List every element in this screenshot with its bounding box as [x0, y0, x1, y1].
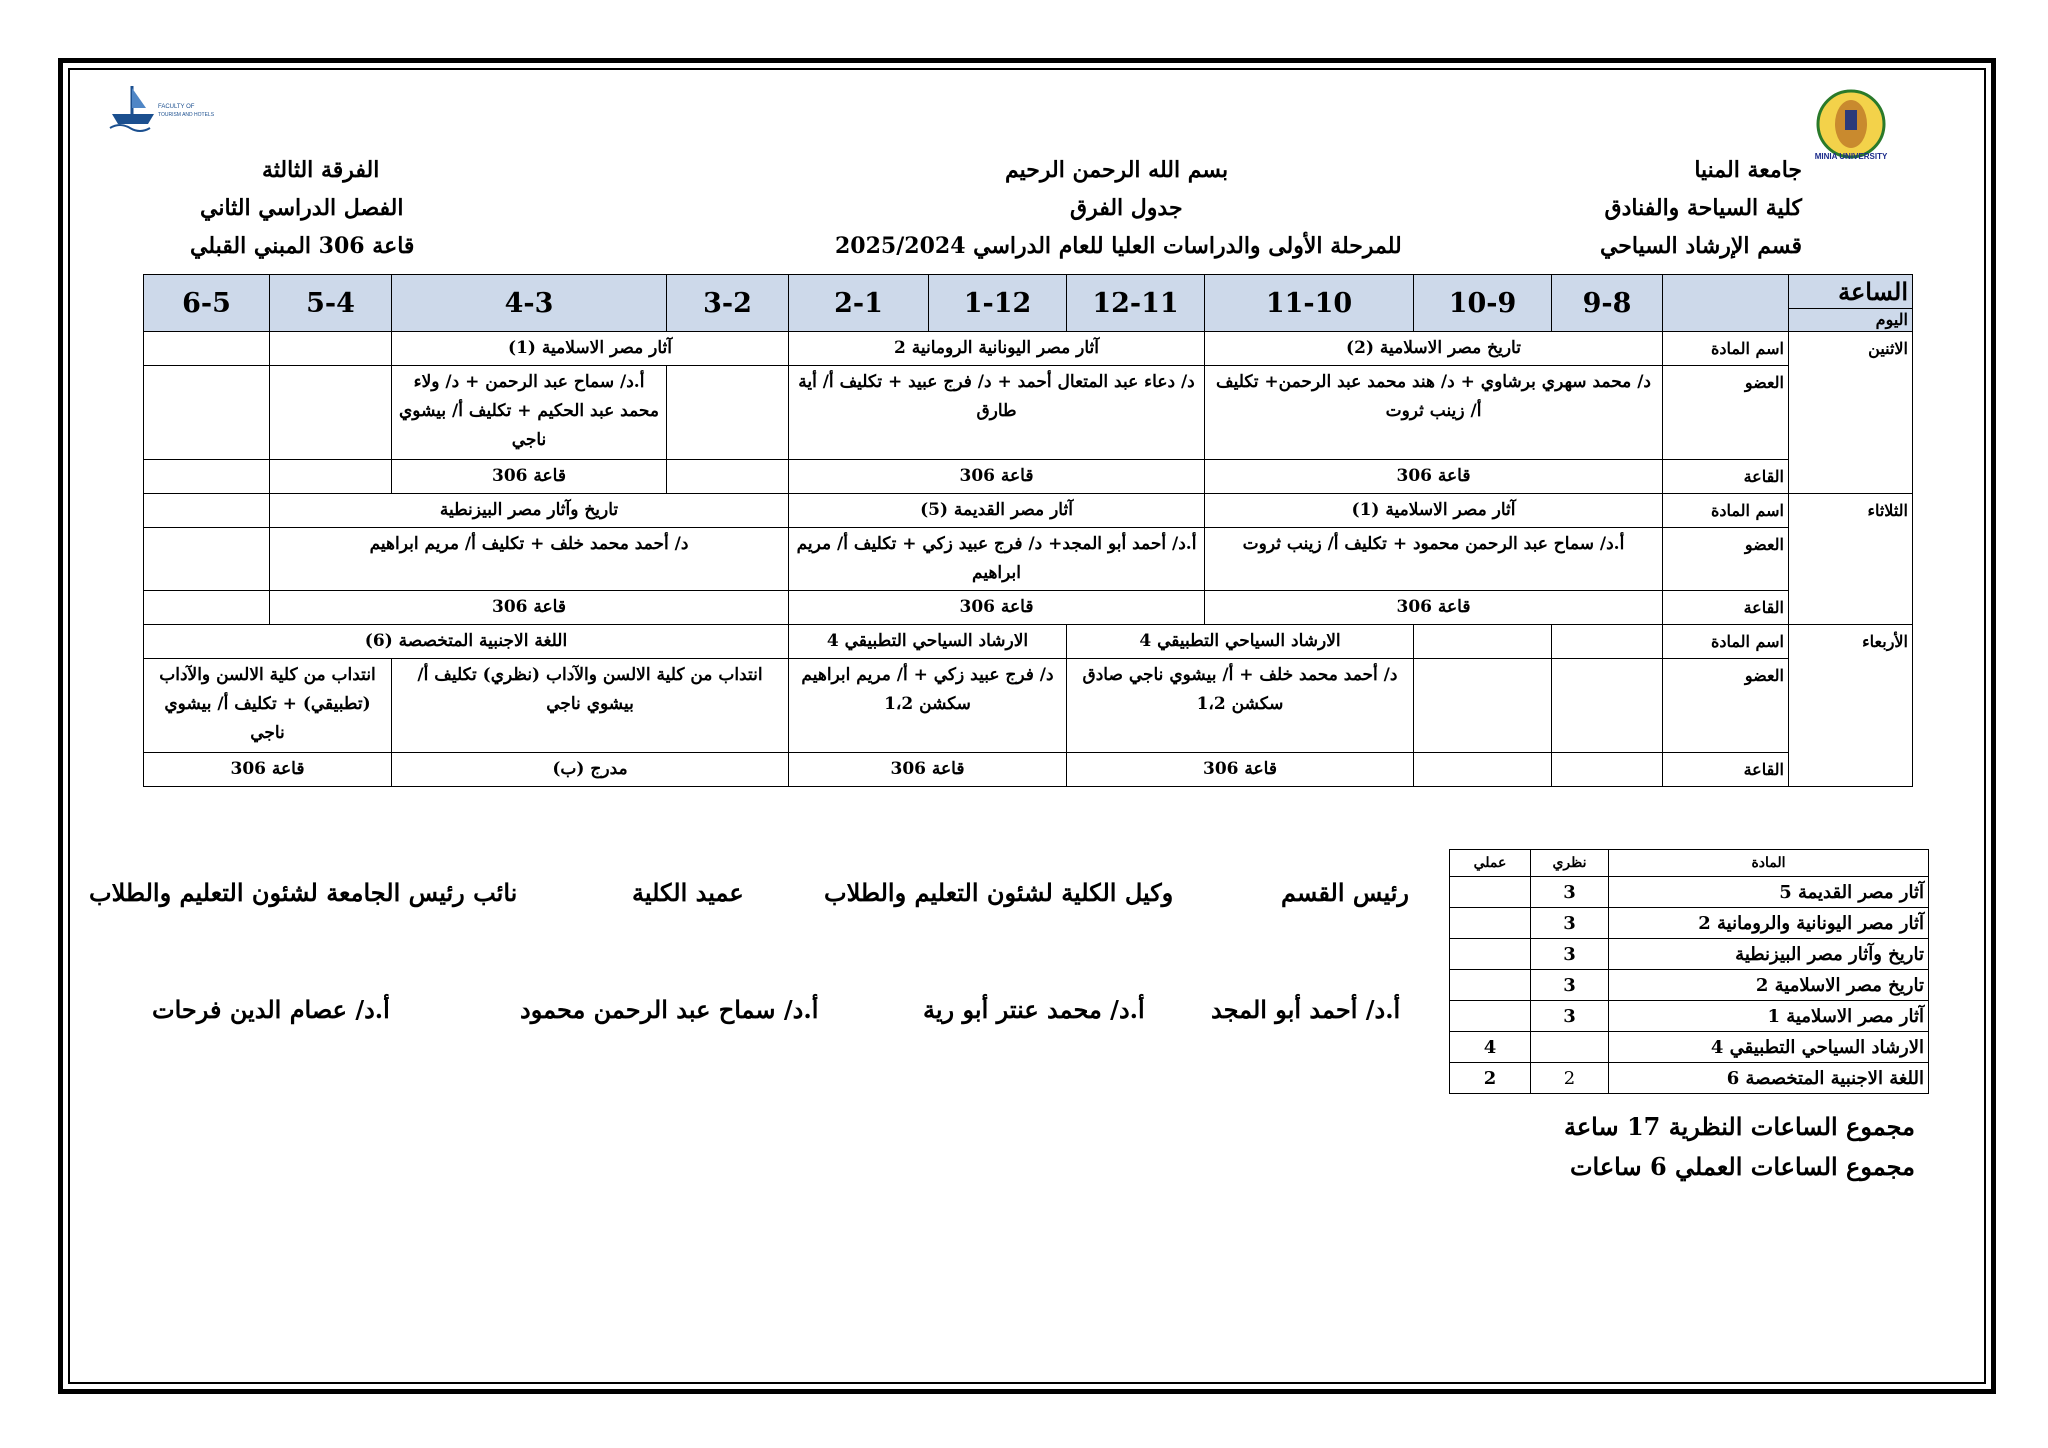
slot-header: 5-4: [270, 275, 392, 332]
day-tuesday: الثلاثاء: [1789, 494, 1913, 625]
hall-cell: قاعة 306: [789, 591, 1205, 625]
svg-text:TOURISM AND HOTELS: TOURISM AND HOTELS: [158, 112, 215, 118]
empty-cell: [144, 591, 270, 625]
tuesday-hall-row: [144, 591, 1913, 625]
member-cell: أ.د/ سماح عبد الرحمن محمود + تكليف أ/ زينب ثروت: [1205, 528, 1663, 591]
member-cell: انتداب من كلية الالسن والآداب (نظري) تكليف أ/ بيشوي ناجي: [392, 659, 789, 753]
empty-cell: [1414, 625, 1552, 659]
hall-cell: قاعة 306: [392, 460, 667, 494]
member-cell: د/ محمد سهري برشاوي + د/ هند محمد عبد الرحمن+ تكليف أ/ زينب ثروت: [1205, 366, 1663, 460]
hall-cell: قاعة 306: [789, 753, 1067, 787]
tuesday-subject-row: [144, 494, 1913, 528]
slot-header: 2-1: [789, 275, 929, 332]
credit-hours-table: [1449, 849, 1929, 1094]
subject-name: تاريخ مصر الاسلامية 2: [1609, 970, 1929, 1001]
hall-cell: قاعة 306: [1205, 591, 1663, 625]
hours-header-row: [144, 275, 1913, 309]
empty-cell: [144, 460, 270, 494]
hall-cell: قاعة 306: [144, 753, 392, 787]
signature-title-head-of-department: رئيس القسم: [1281, 878, 1409, 907]
signature-title-vice-dean: وكيل الكلية لشئون التعليم والطلاب: [824, 878, 1174, 907]
subject-name: الارشاد السياحي التطبيقي 4: [1609, 1032, 1929, 1063]
table-row: [1450, 908, 1929, 939]
practical-hours: [1450, 1001, 1531, 1032]
empty-cell: [144, 332, 270, 366]
signature-name-1: أ.د/ أحمد أبو المجد: [1211, 995, 1401, 1024]
basmala: بسم الله الرحمن الرحيم: [1005, 157, 1229, 183]
empty-cell: [270, 460, 392, 494]
row-label: اسم المادة: [1663, 332, 1789, 366]
empty-cell: [1552, 625, 1663, 659]
theory-hours: 3: [1531, 1001, 1609, 1032]
slot-header: 6-5: [144, 275, 270, 332]
table-row: [1450, 1032, 1929, 1063]
empty-cell: [1414, 659, 1552, 753]
table-row: [1450, 877, 1929, 908]
member-cell: د/ أحمد محمد خلف + أ/ بيشوي ناجي صادق سكشن 1،2: [1067, 659, 1414, 753]
minia-university-logo: [1805, 88, 1897, 162]
day-wednesday: الأربعاء: [1789, 625, 1913, 787]
academic-year: للمرحلة الأولى والدراسات العليا للعام الدراسي 2025/2024: [835, 233, 1402, 259]
subject-cell: آثار مصر الاسلامية (1): [392, 332, 789, 366]
subject-cell: الارشاد السياحي التطبيقي 4: [789, 625, 1067, 659]
row-label: العضو: [1663, 366, 1789, 460]
empty-cell: [270, 332, 392, 366]
theory-hours: 3: [1531, 939, 1609, 970]
hall-cell: قاعة 306: [789, 460, 1205, 494]
practical-hours: [1450, 908, 1531, 939]
day-label: اليوم: [1789, 309, 1913, 332]
hall-cell: قاعة 306: [270, 591, 789, 625]
practical-hours: 4: [1450, 1032, 1531, 1063]
faculty-logo: [108, 78, 215, 144]
practical-hours: 2: [1450, 1063, 1531, 1094]
member-cell: أ.د/ أحمد أبو المجد+ د/ فرج عبيد زكي + تكليف أ/ مريم ابراهيم: [789, 528, 1205, 591]
member-cell: انتداب من كلية الالسن والآداب (تطبيقي) + تكليف أ/ بيشوي ناجي: [144, 659, 392, 753]
empty-cell: [1414, 753, 1552, 787]
faculty-name: كلية السياحة والفنادق: [1604, 195, 1802, 221]
lecture-hall: قاعة 306 المبني القبلي: [190, 233, 415, 259]
empty-cell: [1552, 659, 1663, 753]
schedule-title: جدول الفرق: [1070, 195, 1183, 221]
slot-header: [1663, 275, 1789, 332]
hour-label: الساعة: [1789, 275, 1913, 309]
hours-table-header: [1450, 850, 1929, 877]
subject-name: آثار مصر اليونانية والرومانية 2: [1609, 908, 1929, 939]
signature-title-vice-president: نائب رئيس الجامعة لشئون التعليم والطلاب: [89, 878, 518, 907]
subject-cell: تاريخ وآثار مصر البيزنطية: [270, 494, 789, 528]
subject-name: اللغة الاجنبية المتخصصة 6: [1609, 1063, 1929, 1094]
hall-cell: قاعة 306: [1067, 753, 1414, 787]
subject-cell: آثار مصر القديمة (5): [789, 494, 1205, 528]
svg-text:FACULTY OF: FACULTY OF: [158, 104, 195, 110]
semester: الفصل الدراسي الثاني: [200, 195, 404, 221]
empty-cell: [144, 494, 270, 528]
hall-cell: مدرج (ب): [392, 753, 789, 787]
member-cell: د/ فرج عبيد زكي + أ/ مريم ابراهيم سكشن 1،2: [789, 659, 1067, 753]
slot-header: 10-9: [1414, 275, 1552, 332]
empty-cell: [667, 460, 789, 494]
subject-cell: تاريخ مصر الاسلامية (2): [1205, 332, 1663, 366]
subject-cell: آثار مصر اليونانية الرومانية 2: [789, 332, 1205, 366]
row-label: اسم المادة: [1663, 494, 1789, 528]
subject-cell: اللغة الاجنبية المتخصصة (6): [144, 625, 789, 659]
column-header: المادة: [1609, 850, 1929, 877]
row-label: القاعة: [1663, 460, 1789, 494]
university-name: جامعة المنيا: [1694, 157, 1802, 183]
theory-hours: 3: [1531, 908, 1609, 939]
empty-cell: [144, 528, 270, 591]
svg-text:MINIA UNIVERSITY: MINIA UNIVERSITY: [1814, 152, 1888, 161]
subject-name: آثار مصر القديمة 5: [1609, 877, 1929, 908]
empty-cell: [1552, 753, 1663, 787]
wednesday-subject-row: [144, 625, 1913, 659]
schedule-table: [143, 274, 1913, 787]
monday-hall-row: [144, 460, 1913, 494]
hall-cell: قاعة 306: [1205, 460, 1663, 494]
slot-header: 12-11: [1067, 275, 1205, 332]
table-row: [1450, 939, 1929, 970]
empty-cell: [667, 366, 789, 460]
signature-name-2: أ.د/ محمد عنتر أبو رية: [923, 995, 1145, 1024]
total-practical-hours: مجموع الساعات العملي 6 ساعات: [1569, 1152, 1915, 1181]
slot-header: 1-12: [929, 275, 1067, 332]
slot-header: 3-2: [667, 275, 789, 332]
table-row: [1450, 1063, 1929, 1094]
row-label: العضو: [1663, 528, 1789, 591]
row-label: العضو: [1663, 659, 1789, 753]
member-cell: د/ أحمد محمد خلف + تكليف أ/ مريم ابراهيم: [270, 528, 789, 591]
empty-cell: [270, 366, 392, 460]
theory-hours: 2: [1531, 1063, 1609, 1094]
column-header: نظري: [1531, 850, 1609, 877]
slot-header: 11-10: [1205, 275, 1414, 332]
tuesday-member-row: [144, 528, 1913, 591]
table-row: [1450, 970, 1929, 1001]
practical-hours: [1450, 970, 1531, 1001]
subject-cell: الارشاد السياحي التطبيقي 4: [1067, 625, 1414, 659]
column-header: عملي: [1450, 850, 1531, 877]
theory-hours: 3: [1531, 970, 1609, 1001]
day-monday: الاثنين: [1789, 332, 1913, 494]
theory-hours: 3: [1531, 877, 1609, 908]
row-label: القاعة: [1663, 591, 1789, 625]
monday-member-row: [144, 366, 1913, 460]
slot-header: 4-3: [392, 275, 667, 332]
department-name: قسم الإرشاد السياحي: [1599, 233, 1802, 259]
practical-hours: [1450, 877, 1531, 908]
slot-header: 9-8: [1552, 275, 1663, 332]
subject-name: تاريخ وآثار مصر البيزنطية: [1609, 939, 1929, 970]
year-level: الفرقة الثالثة: [262, 157, 380, 183]
signature-name-3: أ.د/ سماح عبد الرحمن محمود: [520, 995, 819, 1024]
member-cell: أ.د/ سماح عبد الرحمن + د/ ولاء محمد عبد الحكيم + تكليف أ/ بيشوي ناجي: [392, 366, 667, 460]
signature-name-4: أ.د/ عصام الدين فرحات: [152, 995, 390, 1024]
signature-title-dean: عميد الكلية: [632, 878, 744, 907]
row-label: القاعة: [1663, 753, 1789, 787]
empty-cell: [144, 366, 270, 460]
monday-subject-row: [144, 332, 1913, 366]
member-cell: د/ دعاء عبد المتعال أحمد + د/ فرج عبيد + تكليف أ/ أية طارق: [789, 366, 1205, 460]
theory-hours: [1531, 1032, 1609, 1063]
table-row: [1450, 1001, 1929, 1032]
total-theory-hours: مجموع الساعات النظرية 17 ساعة: [1563, 1112, 1915, 1141]
row-label: اسم المادة: [1663, 625, 1789, 659]
wednesday-hall-row: [144, 753, 1913, 787]
wednesday-member-row: [144, 659, 1913, 753]
subject-name: آثار مصر الاسلامية 1: [1609, 1001, 1929, 1032]
subject-cell: آثار مصر الاسلامية (1): [1205, 494, 1663, 528]
practical-hours: [1450, 939, 1531, 970]
